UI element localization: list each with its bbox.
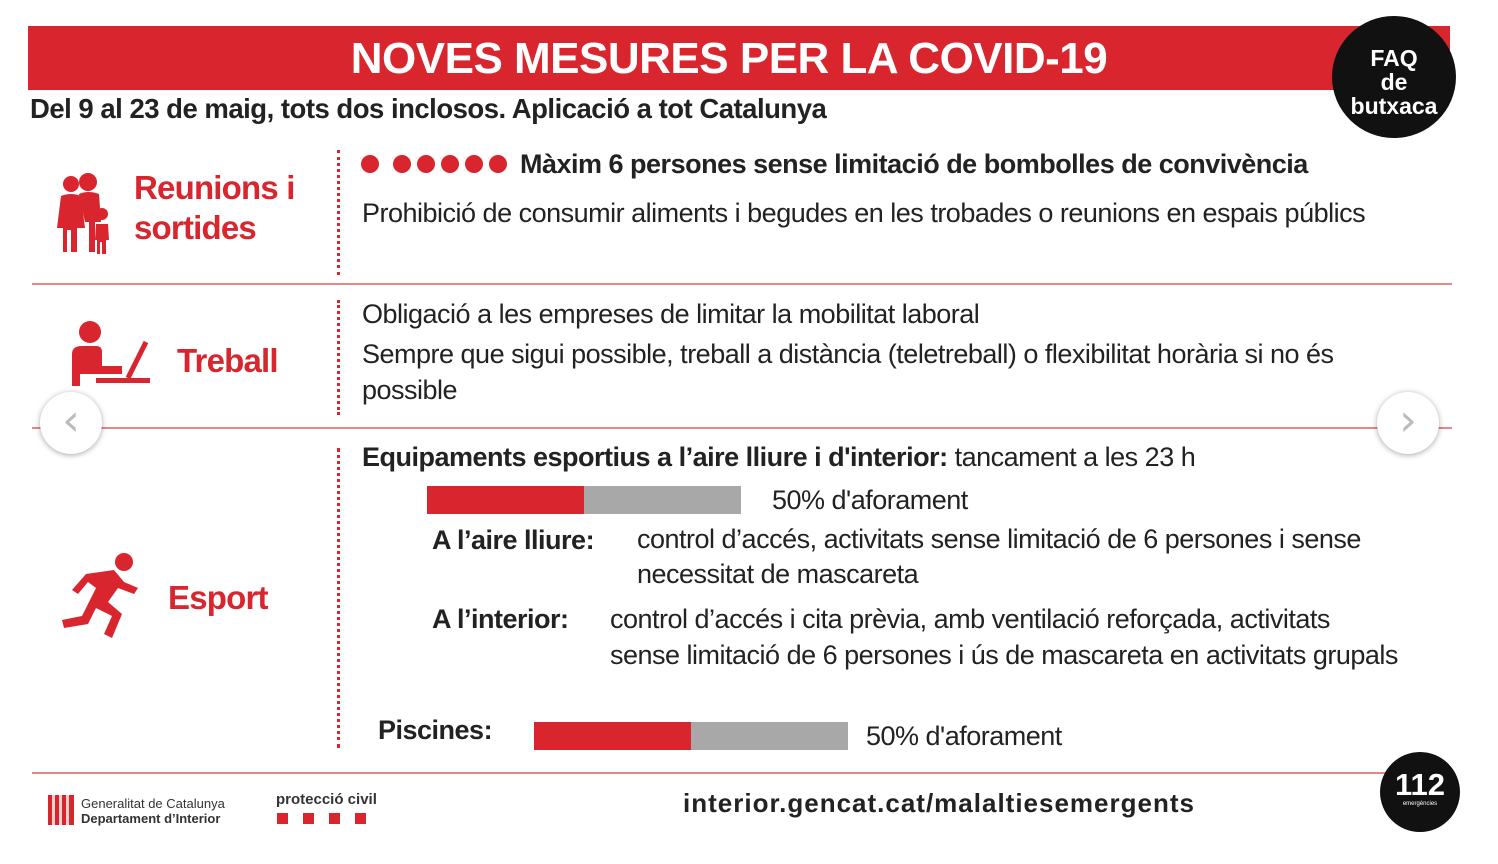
person-dot (361, 155, 379, 173)
badge-sub: emergències (1402, 801, 1438, 807)
person-dot (393, 155, 411, 173)
capacity-bar (427, 486, 741, 514)
gencat-logo-text (81, 796, 225, 826)
pc-square (355, 813, 366, 824)
divider-vertical-3 (337, 448, 340, 748)
category-reunions-line1: Reunions i (134, 169, 295, 206)
aire-lliure-title: A l’aire lliure: (432, 525, 595, 555)
people-dots (361, 155, 507, 173)
faq-badge-line3: butxaca (1350, 93, 1438, 119)
interior-text: control d’accés i cita prèvia, amb ventilació reforçada, activitats sense limitació de 6 persones i ús de mascareta en activitats grupals (610, 604, 1398, 670)
esport-equipaments-text: tancament a les 23 h (947, 442, 1196, 472)
faq-badge-line1: FAQ (1370, 45, 1418, 71)
piscines-capacity-bar (534, 722, 848, 750)
piscines-title: Piscines: (378, 715, 493, 745)
divider-1 (32, 283, 1452, 285)
pc-square (303, 813, 314, 824)
category-treball: Treball (177, 342, 278, 379)
piscines-capacity-label: 50% d'aforament (866, 721, 1062, 751)
runner-icon (58, 552, 142, 644)
emergency-112-badge (1380, 752, 1460, 832)
esport-equipaments-title: Equipaments esportius a l’aire lliure i d'interior: (362, 442, 948, 472)
person-dot (489, 155, 507, 173)
reunions-food-prohibition: Prohibició de consumir aliments i begudes en les trobades o reunions en espais públics (362, 198, 1366, 228)
page-subtitle: Del 9 al 23 de maig, tots dos inclosos. Aplicació a tot Catalunya (30, 93, 827, 124)
reunions-max-people: Màxim 6 persones sense limitació de bombolles de convivència (520, 149, 1308, 179)
pc-square (277, 813, 288, 824)
divider-3 (32, 772, 1452, 774)
interior-title: A l’interior: (432, 604, 569, 634)
piscines-capacity-bar-fill (534, 722, 691, 750)
faq-badge-line2: de (1380, 69, 1408, 95)
chevron-right-icon: › (1399, 395, 1417, 446)
gencat-line2: Departament d’Interior (81, 811, 221, 826)
prev-slide-button[interactable] (40, 392, 102, 454)
chevron-left-icon: ‹ (62, 395, 80, 446)
divider-vertical-2 (337, 300, 340, 415)
capacity-bar-fill (427, 486, 584, 514)
proteccio-civil-squares (277, 813, 366, 824)
proteccio-civil-logo: protecció civil (276, 791, 377, 808)
gencat-line1: Generalitat de Catalunya (81, 796, 225, 811)
esport-equipaments (362, 439, 1195, 475)
treball-line1: Obligació a les empreses de limitar la mobilitat laboral (362, 299, 980, 329)
remote-work-icon (66, 320, 156, 390)
category-reunions (134, 168, 295, 248)
footer-url[interactable]: interior.gencat.cat/malaltiesemergents (683, 788, 1195, 818)
badge-number: 112 (1394, 767, 1445, 802)
capacity-label: 50% d'aforament (772, 485, 968, 515)
divider-vertical-1 (337, 150, 340, 275)
gencat-logo-icon (48, 795, 74, 825)
category-esport: Esport (168, 579, 268, 616)
treball-line2: Sempre que sigui possible, treball a distància (teletreball) o flexibilitat horària si no és possible (362, 339, 1334, 405)
page-title: NOVES MESURES PER LA COVID-19 (350, 34, 1108, 83)
next-slide-button[interactable] (1377, 392, 1439, 454)
category-reunions-line2: sortides (134, 209, 256, 246)
person-dot (417, 155, 435, 173)
title-bar (28, 26, 1450, 90)
person-dot (465, 155, 483, 173)
divider-2 (32, 427, 1452, 429)
person-dot (441, 155, 459, 173)
faq-badge[interactable] (1332, 16, 1456, 138)
pc-square (329, 813, 340, 824)
aire-lliure-text: control d’accés, activitats sense limitació de 6 persones i sense necessitat de mascareta (637, 524, 1361, 589)
family-icon (55, 172, 115, 256)
